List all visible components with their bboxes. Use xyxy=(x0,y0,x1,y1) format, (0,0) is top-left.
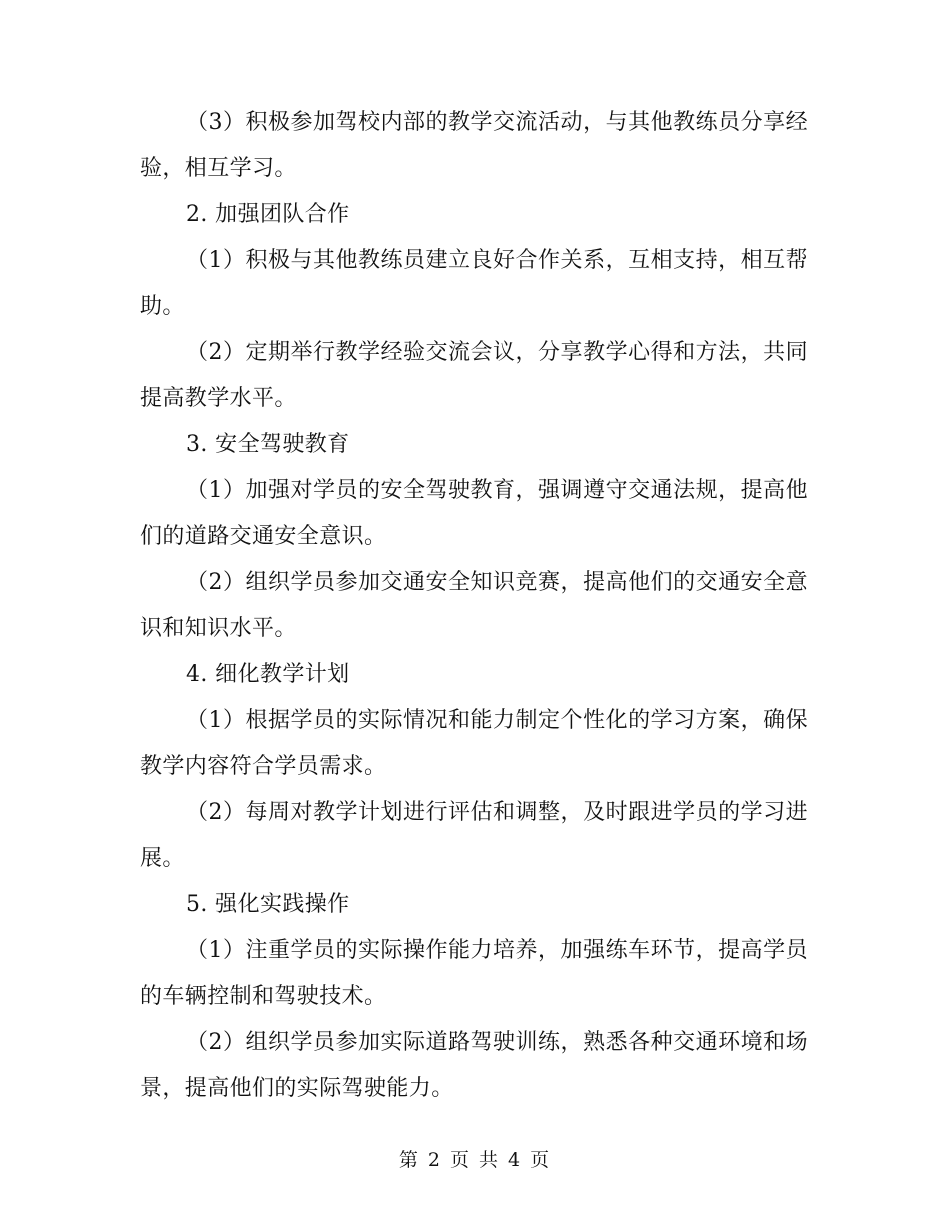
document-body xyxy=(140,100,808,1112)
paragraph-3-3: （3）积极参加驾校内部的教学交流活动，与其他教练员分享经验，相互学习。 xyxy=(140,110,808,181)
section-heading-2: 2. 加强团队合作 xyxy=(186,202,350,227)
paragraph-5-1: （1）注重学员的实际操作能力培养，加强练车环节，提高学员的车辆控制和驾驶技术。 xyxy=(140,938,808,1009)
page-number-footer: 第 2 页 共 4 页 xyxy=(398,1149,552,1171)
paragraph-4-2: （2）每周对教学计划进行评估和调整，及时跟进学员的学习进展。 xyxy=(140,800,808,871)
paragraph-2-1: （1）积极与其他教练员建立良好合作关系，互相支持，相互帮助。 xyxy=(140,248,808,319)
paragraph-3-1: （1）加强对学员的安全驾驶教育，强调遵守交通法规，提高他们的道路交通安全意识。 xyxy=(140,478,808,549)
paragraph-4-1: （1）根据学员的实际情况和能力制定个性化的学习方案，确保教学内容符合学员需求。 xyxy=(140,708,808,779)
paragraph-2-2: （2）定期举行教学经验交流会议，分享教学心得和方法，共同提高教学水平。 xyxy=(140,340,808,411)
section-heading-5: 5. 强化实践操作 xyxy=(186,892,350,917)
paragraph-3-2: （2）组织学员参加交通安全知识竞赛，提高他们的交通安全意识和知识水平。 xyxy=(140,570,808,641)
section-heading-4: 4. 细化教学计划 xyxy=(186,662,350,687)
paragraph-5-2: （2）组织学员参加实际道路驾驶训练，熟悉各种交通环境和场景，提高他们的实际驾驶能力。 xyxy=(140,1030,808,1101)
section-heading-3: 3. 安全驾驶教育 xyxy=(186,432,350,457)
